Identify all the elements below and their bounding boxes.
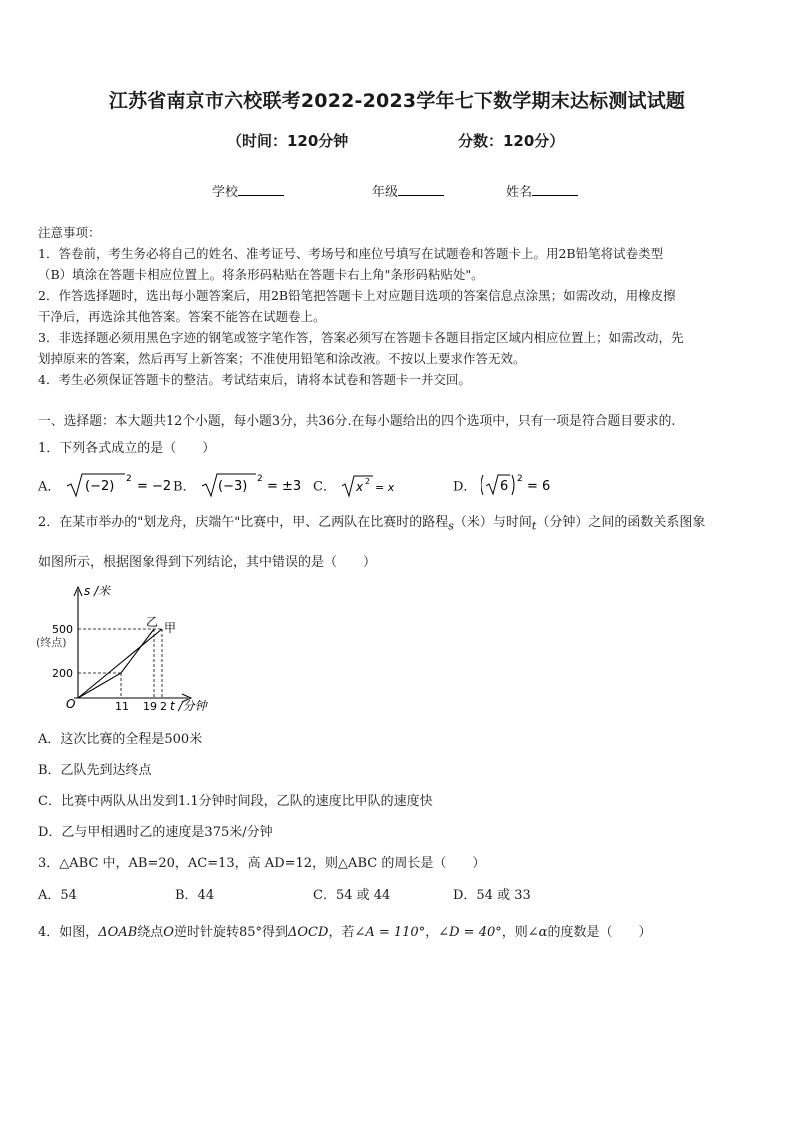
school-blank — [238, 182, 284, 196]
radical-sign-icon — [65, 472, 185, 498]
radical-sign-icon — [481, 472, 577, 498]
expression-rest: = 6 — [526, 479, 550, 494]
q4-stem-part: 逆时针旋转85°得到 — [173, 925, 289, 940]
q1-option-d — [453, 472, 577, 502]
q1-option-c — [313, 472, 410, 502]
q2-option-c: C．比赛中两队从出发到1.1分钟时间段，乙队的速度比甲队的速度快 — [38, 794, 433, 809]
expression-rest: = x — [375, 481, 395, 494]
notes-line: 划掉原来的答案，然后再写上新答案；不准使用铅笔和涂改液。不按以上要求作答无效。 — [38, 351, 526, 366]
q2-option-a: A．这次比赛的全程是500米 — [38, 732, 203, 747]
grade-blank — [398, 182, 444, 196]
q1-stem: 1．下列各式成立的是（ ） — [38, 441, 216, 456]
distance-time-graph — [30, 580, 240, 718]
school-field — [212, 181, 284, 200]
var-t: t — [531, 519, 537, 533]
q3-option-c: C．54 或 44 — [313, 888, 391, 903]
line-yi — [78, 629, 154, 698]
x-tick-2: 2 — [160, 700, 167, 713]
name-field — [506, 181, 578, 200]
q2-option-d: D．乙与甲相遇时乙的速度是375米/分钟 — [38, 825, 273, 840]
radicand: 6 — [499, 479, 508, 494]
q2-stem-line2: 如图所示，根据图象得到下列结论，其中错误的是（ ） — [38, 555, 377, 570]
angle-alpha: ∠α — [527, 925, 548, 940]
radicand: x — [356, 480, 364, 494]
q2-stem-part: （分钟）之间的函数关系图象 — [536, 515, 706, 530]
q2-stem — [38, 511, 705, 533]
sqrt-expression — [65, 472, 185, 502]
angle-a: ∠A = 110° — [354, 925, 426, 940]
exponent: 2 — [365, 477, 371, 486]
grade-field — [372, 181, 444, 200]
sqrt-expression — [200, 472, 310, 502]
x-tick-11: 11 — [115, 700, 129, 713]
name-blank — [532, 182, 578, 196]
exam-title: 江苏省南京市六校联考2022-2023学年七下数学期末达标测试试题 — [108, 90, 686, 112]
line-jia — [78, 629, 162, 698]
point-o: O — [163, 925, 174, 940]
triangle-oab: ΔOAB — [98, 925, 138, 940]
notes-line: 4．考生必须保证答题卡的整洁。考试结束后，请将本试卷和答题卡一并交回。 — [38, 372, 471, 387]
angle-d: ∠D = 40° — [438, 925, 502, 940]
notes-line: 2．作答选择题时，选出每小题答案后，用2B铅笔把答题卡上对应题目选项的答案信息点涂黑；如需改动，用橡皮擦 — [38, 288, 676, 303]
sqrt-expression — [340, 472, 410, 502]
exponent: 2 — [256, 474, 263, 484]
q3-option-d: D．54 或 33 — [453, 888, 531, 903]
option-label: C． — [313, 479, 336, 495]
radical-sign-icon — [340, 472, 410, 498]
radicand: (−2) — [84, 479, 114, 494]
radical-sign-icon — [200, 472, 310, 498]
exam-time: （时间：120分钟 — [227, 132, 349, 150]
origin-label: O — [66, 697, 76, 711]
school-label: 学校 — [212, 185, 239, 200]
exponent: 2 — [125, 474, 132, 484]
option-label: B． — [173, 479, 196, 495]
notes-heading: 注意事项： — [38, 225, 101, 240]
exam-score: 分数：120分） — [458, 132, 565, 150]
y-tick-200: 200 — [52, 667, 73, 680]
q4-stem-part: ， — [425, 925, 439, 940]
notes-line: （B）填涂在答题卡相应位置上。将条形码粘贴在答题卡右上角"条形码粘贴处"。 — [38, 267, 484, 282]
q4-stem-part: ，若 — [328, 925, 355, 940]
q4-stem — [38, 921, 651, 940]
q2-stem-part: 2．在某市举办的"划龙舟，庆端午"比赛中，甲、乙两队在比赛时的路程 — [38, 515, 449, 530]
q4-stem-part: 绕点 — [137, 925, 164, 940]
q4-stem-part: 的度数是（ ） — [547, 925, 652, 940]
option-label: A． — [38, 479, 61, 495]
q3-option-b: B．44 — [175, 888, 215, 903]
y-tick-500-note: (终点) — [36, 636, 67, 649]
grade-label: 年级 — [372, 185, 399, 200]
sqrt-expression — [481, 472, 577, 502]
option-label: D． — [453, 479, 477, 495]
name-label: 姓名 — [506, 185, 533, 200]
notes-block — [38, 222, 683, 390]
radicand: (−3) — [217, 479, 248, 494]
var-s: s — [448, 519, 454, 533]
y-axis-label: s /米 — [84, 584, 111, 598]
exponent: 2 — [516, 474, 523, 484]
q1-option-a — [38, 472, 185, 502]
expression-rest: = −2 — [136, 479, 171, 494]
q3-option-a: A．54 — [38, 888, 77, 903]
label-yi: 乙 — [146, 615, 159, 629]
notes-line: 1．答卷前，考生务必将自己的姓名、准考证号、考场号和座位号填写在试题卷和答题卡上。用2B铅笔将试卷类型 — [38, 246, 664, 261]
x-tick-19: 19 — [143, 700, 157, 713]
notes-line: 干净后，再选涂其他答案。答案不能答在试题卷上。 — [38, 309, 326, 324]
triangle-ocd: ΔOCD — [288, 925, 329, 940]
q2-stem-part: （米）与时间 — [453, 515, 532, 530]
expression-rest: = ±3 — [266, 479, 301, 494]
x-axis-label: t /分钟 — [170, 699, 207, 713]
q2-option-b: B．乙队先到达终点 — [38, 763, 152, 778]
y-tick-500: 500 — [52, 623, 73, 636]
q4-stem-part: ，则 — [501, 925, 528, 940]
notes-line: 3．非选择题必须用黑色字迹的钢笔或签字笔作答，答案必须写在答题卡各题目指定区域内相应位置上；如需改动，先 — [38, 330, 684, 345]
q1-option-b — [173, 472, 310, 502]
q3-stem: 3．△ABC 中，AB=20，AC=13，高 AD=12，则△ABC 的周长是（ ） — [38, 856, 486, 871]
label-jia: 甲 — [164, 621, 177, 635]
q4-stem-part: 4．如图， — [38, 925, 99, 940]
section-heading: 一、选择题：本大题共12个小题，每小题3分，共36分.在每小题给出的四个选项中，只有一项是符合题目要求的. — [38, 414, 676, 429]
